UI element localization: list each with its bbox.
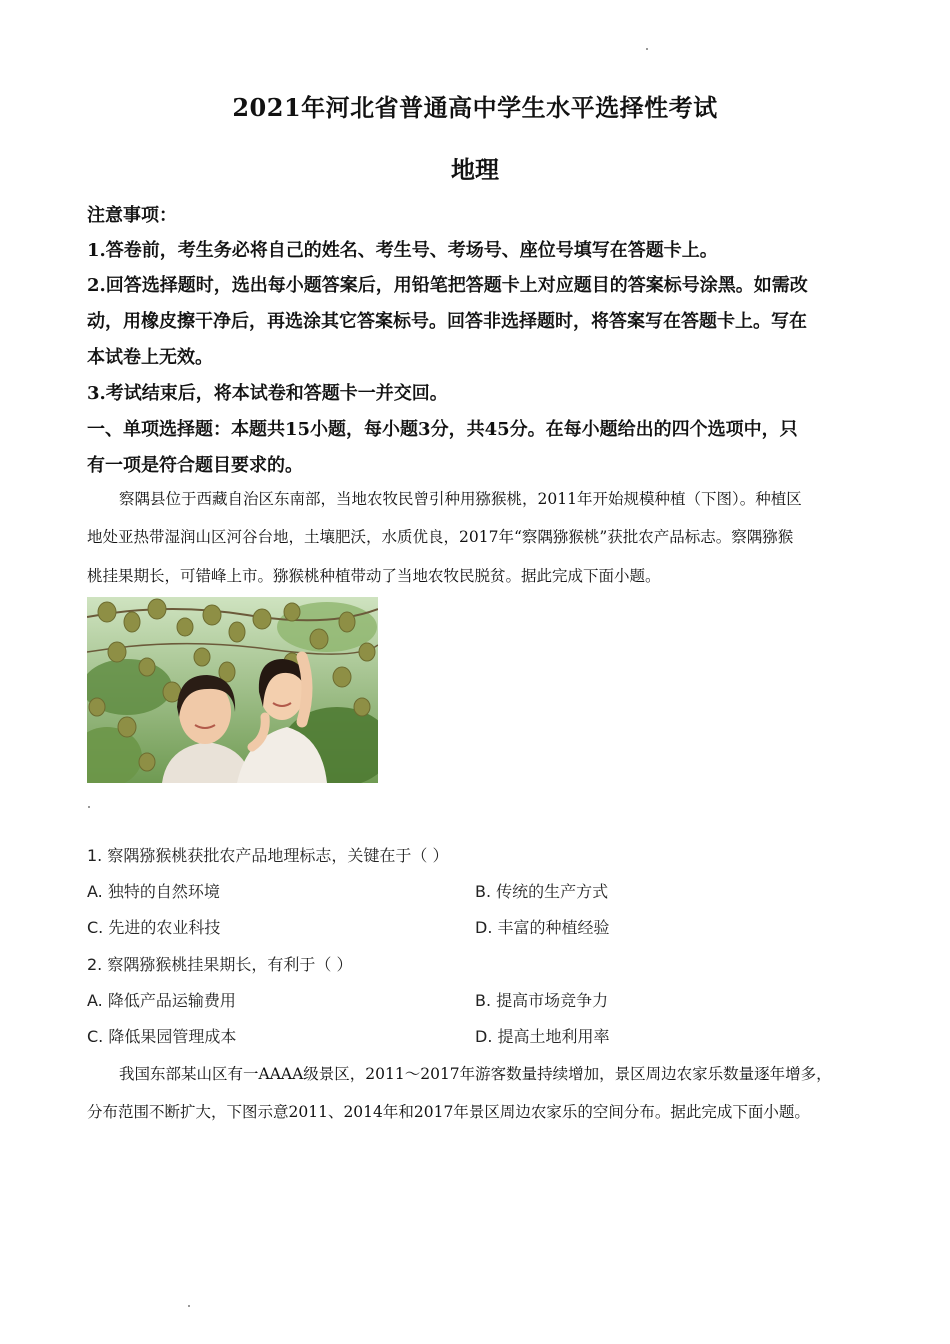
passage-1-line-1 (87, 480, 867, 519)
question-2-option-b[interactable]: B. 提高市场竞争力 (475, 991, 609, 1010)
notice-item-2-line-1: 2.回答选择题时，选出每小题答案后，用铅笔把答题卡上对应题目的答案标号涂黑。如需改 (87, 275, 808, 296)
exam-title: 2021年河北省普通高中学生水平选择性考试 (232, 93, 718, 122)
passage-1-line-3: 桃挂果期长，可错峰上市。猕猴桃种植带动了当地农牧民脱贫。据此完成下面小题。 (87, 567, 661, 585)
question-1-option-c[interactable]: C. 先进的农业科技 (87, 918, 221, 937)
question-1-option-d[interactable]: D. 丰富的种植经验 (475, 918, 610, 937)
question-1-option-b[interactable]: B. 传统的生产方式 (475, 882, 609, 901)
notice-heading: 注意事项： (87, 205, 177, 226)
passage-2-line-1 (87, 1055, 867, 1094)
section-instruction-line-1: 一、单项选择题：本题共15小题，每小题3分，共45分。在每小题给出的四个选项中，只 (87, 419, 798, 440)
notice-item-3: 3.考试结束后，将本试卷和答题卡一并交回。 (87, 383, 448, 404)
margin-dot (188, 1305, 190, 1307)
question-1-stem: 1. 察隅猕猴桃获批农产品地理标志，关键在于（ ） (87, 846, 449, 865)
passage-2-text-1: 我国东部某山区有一AAAA级景区，2011～2017年游客数量持续增加，景区周边农家乐数量逐年增多， (119, 1065, 832, 1083)
question-2-option-c[interactable]: C. 降低果园管理成本 (87, 1027, 237, 1046)
passage-1-text-1: 察隅县位于西藏自治区东南部，当地农牧民曾引种用猕猴桃，2011年开始规模种植（下图）。种植区 (119, 490, 802, 508)
notice-item-2-line-2: 动，用橡皮擦干净后，再选涂其它答案标号。回答非选择题时，将答案写在答题卡上。写在 (87, 311, 807, 332)
question-2-stem: 2. 察隅猕猴桃挂果期长，有利于（ ） (87, 955, 353, 974)
kiwifruit-photo-illustration (87, 597, 378, 783)
passage-1-line-2: 地处亚热带湿润山区河谷台地，土壤肥沃，水质优良，2017年“察隅猕猴桃”获批农产品标志。察隅猕猴 (87, 528, 794, 546)
passage-2-line-2: 分布范围不断扩大，下图示意2011、2014年和2017年景区周边农家乐的空间分布。据此完成下面小题。 (87, 1103, 810, 1121)
subject-title: 地理 (451, 155, 499, 184)
notice-item-1: 1.答卷前，考生务必将自己的姓名、考生号、考场号、座位号填写在答题卡上。 (87, 240, 718, 261)
section-instruction-line-2: 有一项是符合题目要求的。 (87, 455, 303, 476)
question-2-option-d[interactable]: D. 提高土地利用率 (475, 1027, 610, 1046)
margin-dot (88, 806, 90, 808)
kiwifruit-photo (87, 597, 378, 783)
notice-item-2-line-3: 本试卷上无效。 (87, 347, 213, 368)
question-2-option-a[interactable]: A. 降低产品运输费用 (87, 991, 236, 1010)
question-1-option-a[interactable]: A. 独特的自然环境 (87, 882, 220, 901)
margin-dot (646, 48, 648, 50)
